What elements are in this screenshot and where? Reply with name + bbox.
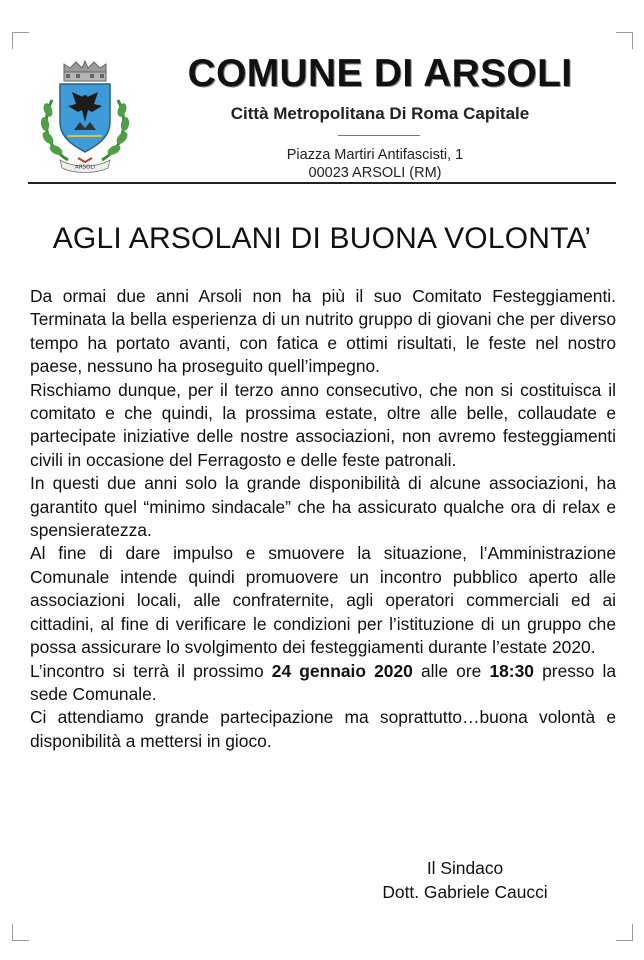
meeting-time: 18:30 [489, 660, 534, 681]
body-paragraph-4: Al fine di dare impulso e smuovere la situazione, l’Amministrazione Comunale intende quindi promuovere un incontro pubblico aperto alle associazioni locali, alle confraternite, agli operatori commerciali ed ai cittadini, al fine di verificare le condizioni per l’istituzione di un gruppo che possa assicurare lo svolgimento dei festeggiamenti durante l’estate 2020. [30, 543, 616, 658]
notice-body [30, 285, 616, 753]
meeting-intro-text: L’incontro si terrà il prossimo [30, 660, 272, 681]
address-city: 00023 ARSOLI (RM) [308, 165, 442, 181]
municipality-subtitle: Città Metropolitana Di Roma Capitale [230, 104, 530, 123]
signature-name: Dott. Gabriele Caucci [382, 882, 548, 902]
crop-mark-top-left [12, 32, 29, 49]
header-divider [28, 182, 616, 184]
meeting-place-text: presso la sede Comunale. [30, 660, 616, 704]
body-paragraph-5 [30, 660, 616, 707]
meeting-date: 24 gennaio 2020 [271, 660, 413, 681]
crop-mark-top-right [616, 32, 633, 49]
crop-mark-bottom-right [616, 924, 633, 941]
body-paragraph-1: Da ormai due anni Arsoli non ha più il suo Comitato Festeggiamenti. Terminata la bella esperienza di un nutrito gruppo di giovani che per diverso tempo ha portato avanti, con fatica e ottimi risultati, le feste nel nostro paese, nessuno ha proseguito quell’impegno. [30, 286, 616, 377]
body-paragraph-3: In questi due anni solo la grande disponibilità di alcune associazioni, ha garantito quel “minimo sindacale” che ha assicurato qualche ora di relax e spensieratezza. [30, 473, 616, 541]
body-paragraph-2: Rischiamo dunque, per il terzo anno consecutivo, che non si costituisca il comitato e che quindi, la prossima estate, oltre alle belle, collaudate e partecipate iniziative delle nostre associazioni, non avremo festeggiamenti civili in occasione del Ferragosto e delle feste patronali. [30, 379, 616, 470]
crop-mark-bottom-left [12, 924, 29, 941]
notice-headline: AGLI ARSOLANI DI BUONA VOLONTA’ [52, 222, 592, 255]
address-street: Piazza Martiri Antifascisti, 1 [286, 147, 464, 163]
mayor-signature [360, 856, 570, 904]
municipal-crest-icon [38, 60, 132, 176]
meeting-time-prefix: alle ore [412, 660, 490, 681]
municipality-address [250, 146, 500, 182]
signature-role: Il Sindaco [426, 858, 504, 878]
municipality-title: COMUNE DI ARSOLI [187, 52, 573, 95]
svg-text:ARSOLI: ARSOLI [74, 164, 96, 171]
header-separator [338, 135, 420, 136]
body-paragraph-6: Ci attendiamo grande partecipazione ma soprattutto…buona volontà e disponibilità a mettersi in gioco. [30, 707, 616, 751]
